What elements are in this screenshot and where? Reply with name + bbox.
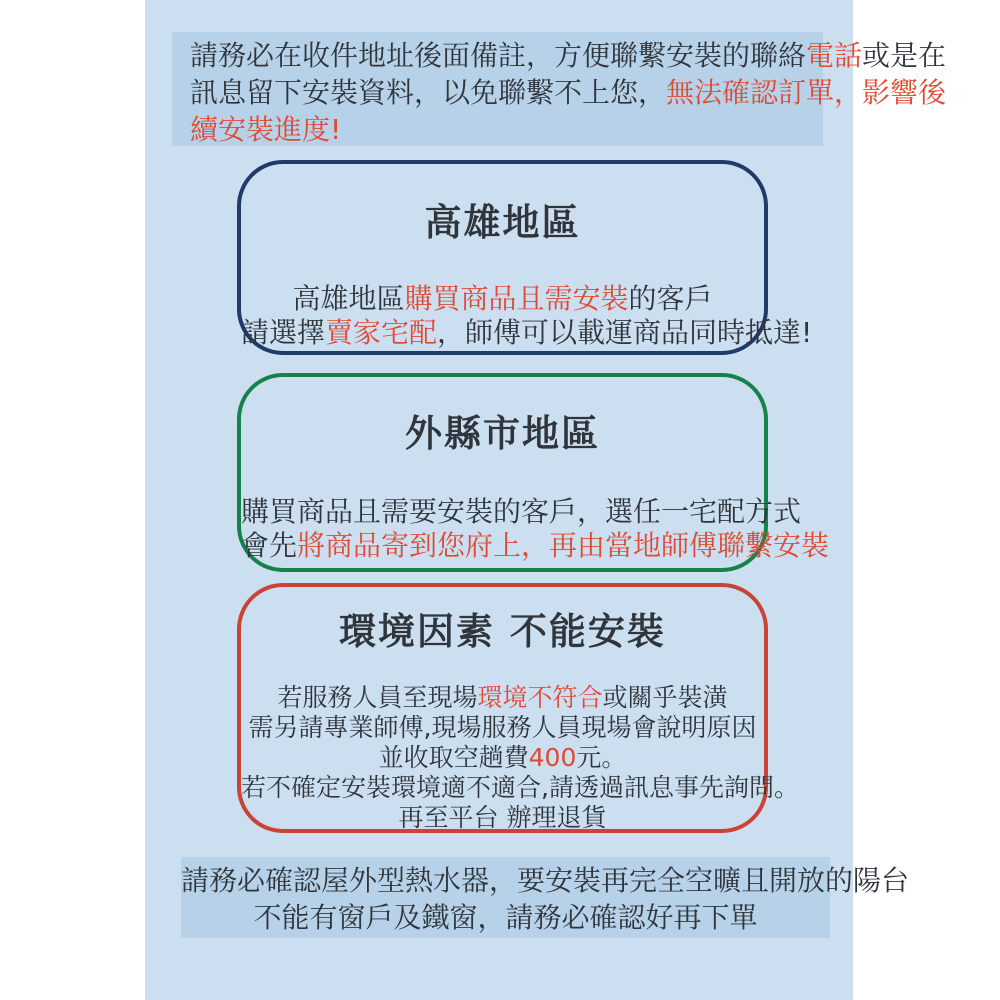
body-line: 需另請專業師傅,現場服務人員現場會說明原因 (248, 713, 757, 742)
body-line: 高雄地區購買商品且需安裝的客戶 (292, 282, 713, 315)
region-box-environment (237, 583, 799, 833)
region-box-other-counties (237, 373, 830, 572)
region-box-other-counties-title: 外縣市地區 (405, 412, 600, 455)
body-line: 並收取空趟費400元。 (378, 743, 627, 772)
region-box-kaohsiung-title: 高雄地區 (424, 201, 581, 244)
top-notice-line: 續安裝進度! (190, 113, 342, 146)
bottom-notice-line: 不能有窗戶及鐵窗，請務必確認好再下單 (253, 901, 758, 934)
region-box-kaohsiung-body (241, 282, 813, 350)
body-line: 若不確定安裝環境適不適合,請透過訊息事先詢問。 (241, 773, 799, 802)
page-canvas (145, 0, 947, 1000)
body-line: 若服務人員至現場環境不符合或關乎裝潢 (277, 683, 728, 712)
bottom-notice-line: 請務必確認屋外型熱水器，要安裝再完全空曠且開放的陽台 (181, 864, 910, 897)
body-line: 購買商品且需要安裝的客戶，選任一宅配方式 (241, 495, 802, 528)
region-box-environment-body (241, 683, 799, 833)
top-notice-line: 請務必在收件地址後面備註，方便聯繫安裝的聯絡電話或是在 (190, 39, 947, 72)
body-line: 再至平台 辦理退貨 (398, 803, 607, 832)
body-line: 會先將商品寄到您府上，再由當地師傅聯繫安裝 (241, 529, 830, 562)
top-notice-line: 訊息留下安裝資料，以免聯繫不上您，無法確認訂單，影響後 (190, 76, 947, 109)
region-box-environment-title: 環境因素 不能安裝 (339, 610, 666, 653)
bottom-notice (181, 857, 910, 938)
region-box-other-counties-body (241, 495, 830, 563)
body-line: 請選擇賣家宅配，師傅可以載運商品同時抵達! (241, 316, 813, 349)
region-box-kaohsiung (237, 160, 813, 355)
top-notice (172, 32, 947, 146)
